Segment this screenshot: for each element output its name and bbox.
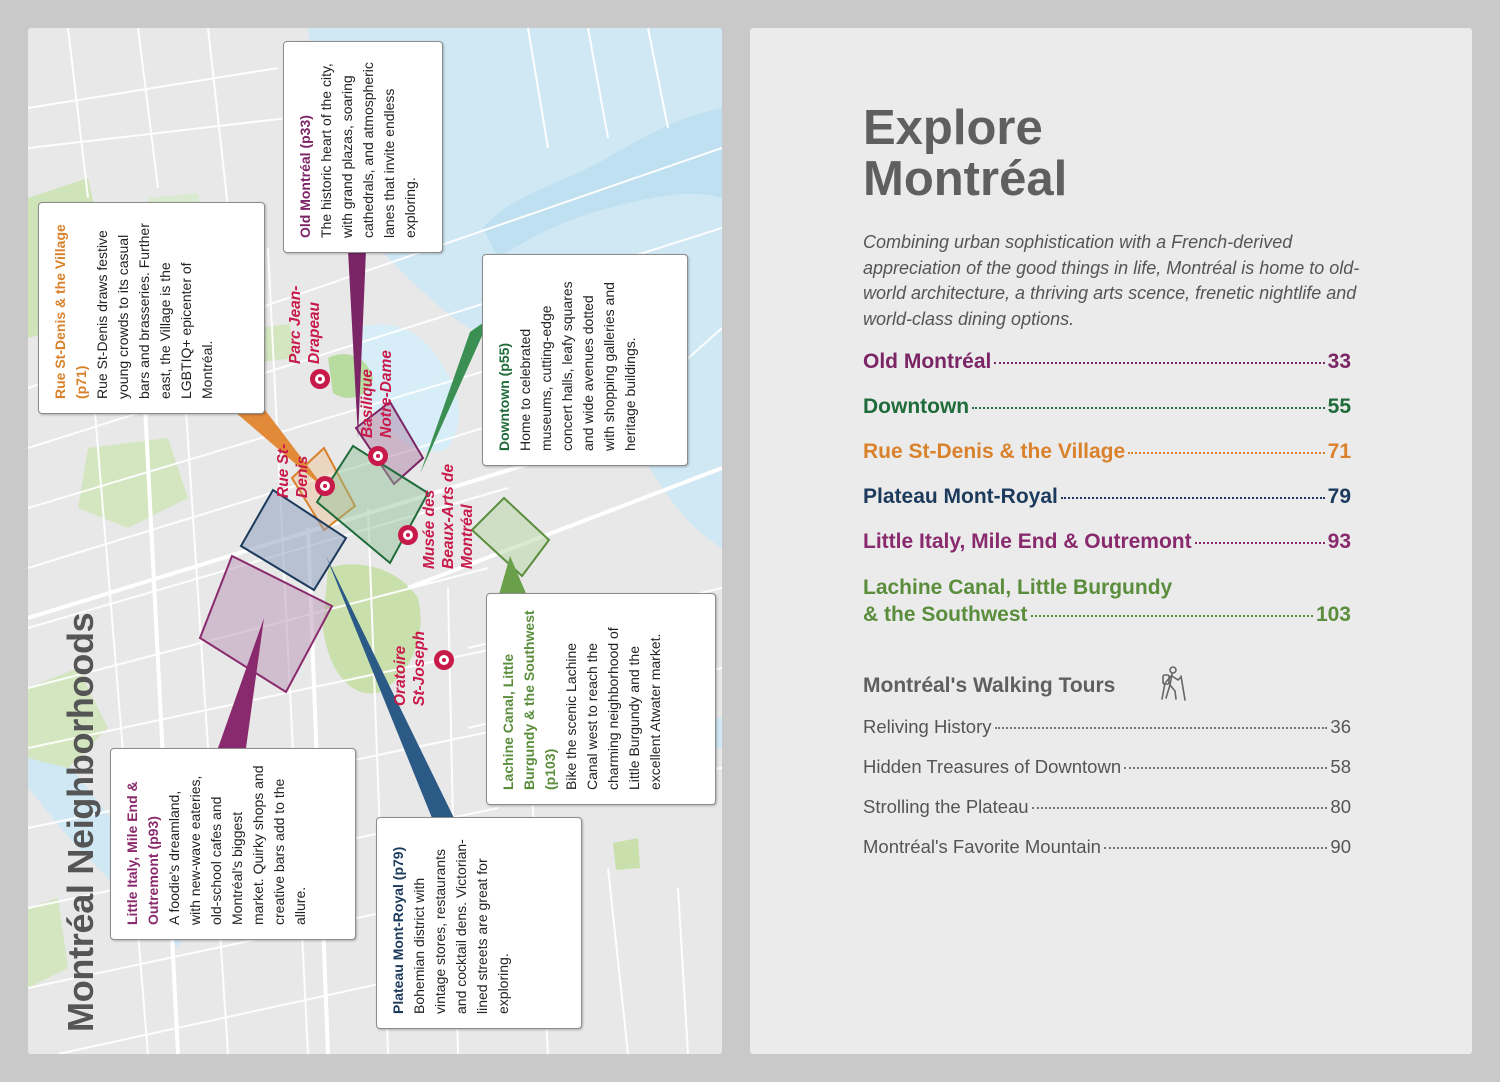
toc-page: 79	[1327, 485, 1351, 508]
toc-item-plateau[interactable]	[863, 485, 1351, 509]
label-parc-jean-drapeau: Parc Jean-Drapeau	[287, 285, 323, 364]
callout-plateau-title: Plateau Mont-Royal (p79)	[390, 846, 406, 1014]
walking-label: Hidden Treasures of Downtown	[863, 756, 1122, 777]
toc-page: 33	[1327, 350, 1351, 373]
toc-item-downtown[interactable]	[863, 395, 1351, 419]
toc-item-lachine[interactable]	[863, 574, 1351, 628]
callout-old-montreal-title: Old Montréal (p33)	[297, 115, 313, 238]
map-page	[28, 28, 722, 1054]
walking-page: 80	[1330, 796, 1351, 817]
callout-downtown-body: Home to celebrated museums, cutting-edge concert halls, leafy squares and wide avenues dotted with shopping galleries and heritage buildings.	[517, 281, 638, 451]
walking-label: Reliving History	[863, 716, 992, 737]
callout-rue-st-denis-body: Rue St-Denis draws festive young crowds to its casual bars and brasseries. Further east, the Village is the LGBTIQ+ epicenter of Montréal.	[94, 223, 215, 399]
toc-label: Little Italy, Mile End & Outremont	[863, 530, 1192, 553]
hiker-icon	[1159, 666, 1189, 702]
callout-little-italy	[110, 748, 356, 940]
callout-lachine-body: Bike the scenic Lachine Canal west to reach the charming neighborhood of Little Burgundy and the excellent Atwater market.	[563, 627, 663, 790]
toc-label: Plateau Mont-Royal	[863, 485, 1058, 508]
walking-page: 58	[1330, 756, 1351, 777]
callout-little-italy-body: A foodie's dreamland, with new-wave eateries, old-school cafes and Montréal's biggest market. Quirky shops and creative bars add to the allure.	[166, 765, 308, 925]
toc-item-rue-st-denis[interactable]	[863, 440, 1351, 464]
label-oratoire: Oratoire St-Joseph	[392, 631, 428, 706]
toc-label-line1: Lachine Canal, Little Burgundy	[863, 576, 1173, 599]
toc-label: Downtown	[863, 395, 970, 418]
intro-text: Combining urban sophistication with a French-derived appreciation of the good things in life, Montréal is home to old-world architecture, a thriving arts scence, frenetic nightlife and world-class dining options.	[863, 232, 1360, 329]
walking-label: Strolling the Plateau	[863, 796, 1029, 817]
label-musee: Musée des Beaux-Arts de Montréal	[421, 463, 476, 569]
callout-lachine	[486, 593, 716, 805]
map-vertical-title: Montréal Neighborhoods	[60, 612, 101, 1032]
toc-label-line2: & the Southwest	[863, 603, 1028, 626]
page-title	[863, 103, 1067, 205]
walking-page: 36	[1330, 716, 1351, 737]
toc-page: 103	[1315, 603, 1351, 626]
toc-label: Rue St-Denis & the Village	[863, 440, 1126, 463]
label-basilique: Basilique Notre-Dame	[359, 350, 395, 438]
toc-page: 55	[1327, 395, 1351, 418]
callout-lachine-title: Lachine Canal, Little Burgundy & the Southwest (p103)	[500, 610, 558, 790]
toc-page: 93	[1327, 530, 1351, 553]
walking-item-hidden-treasures[interactable]	[863, 756, 1351, 778]
callout-plateau-body: Bohemian district with vintage stores, restaurants and cocktail dens. Victorian-lined streets are great for exploring.	[411, 839, 511, 1014]
pin-basilique-icon	[368, 446, 388, 466]
walking-item-reliving-history[interactable]	[863, 716, 1351, 738]
toc-item-old-montreal[interactable]	[863, 350, 1351, 374]
explore-page	[750, 28, 1472, 1054]
toc-item-little-italy[interactable]	[863, 530, 1351, 554]
callout-rue-st-denis	[38, 202, 265, 414]
walking-item-favorite-mountain[interactable]	[863, 836, 1351, 858]
callout-downtown	[482, 254, 688, 466]
walking-tours-heading: Montréal's Walking Tours	[863, 674, 1116, 697]
pin-rue-st-denis-icon	[315, 476, 335, 496]
callout-rue-st-denis-title: Rue St-Denis & the Village (p71)	[52, 224, 89, 399]
pin-musee-icon	[398, 525, 418, 545]
callout-little-italy-title: Little Italy, Mile End & Outremont (p93)	[124, 781, 161, 925]
toc-label: Old Montréal	[863, 350, 992, 373]
walking-label: Montréal's Favorite Mountain	[863, 836, 1101, 857]
pin-oratoire-icon	[434, 650, 454, 670]
pin-parc-jean-drapeau-icon	[310, 369, 330, 389]
callout-plateau	[376, 817, 582, 1029]
walking-item-strolling-plateau[interactable]	[863, 796, 1351, 818]
page-title-line1: Explore	[863, 101, 1043, 155]
callout-downtown-title: Downtown (p55)	[496, 342, 512, 451]
label-rue-st-denis: Rue St-Denis	[275, 443, 311, 498]
callout-old-montreal-body: The historic heart of the city, with grand plazas, soaring cathedrals, and atmospheric lanes that invite endless exploring.	[318, 62, 418, 238]
page-title-line2: Montréal	[863, 152, 1068, 206]
callout-old-montreal	[283, 41, 443, 253]
walking-page: 90	[1330, 836, 1351, 857]
toc-page: 71	[1327, 440, 1351, 463]
